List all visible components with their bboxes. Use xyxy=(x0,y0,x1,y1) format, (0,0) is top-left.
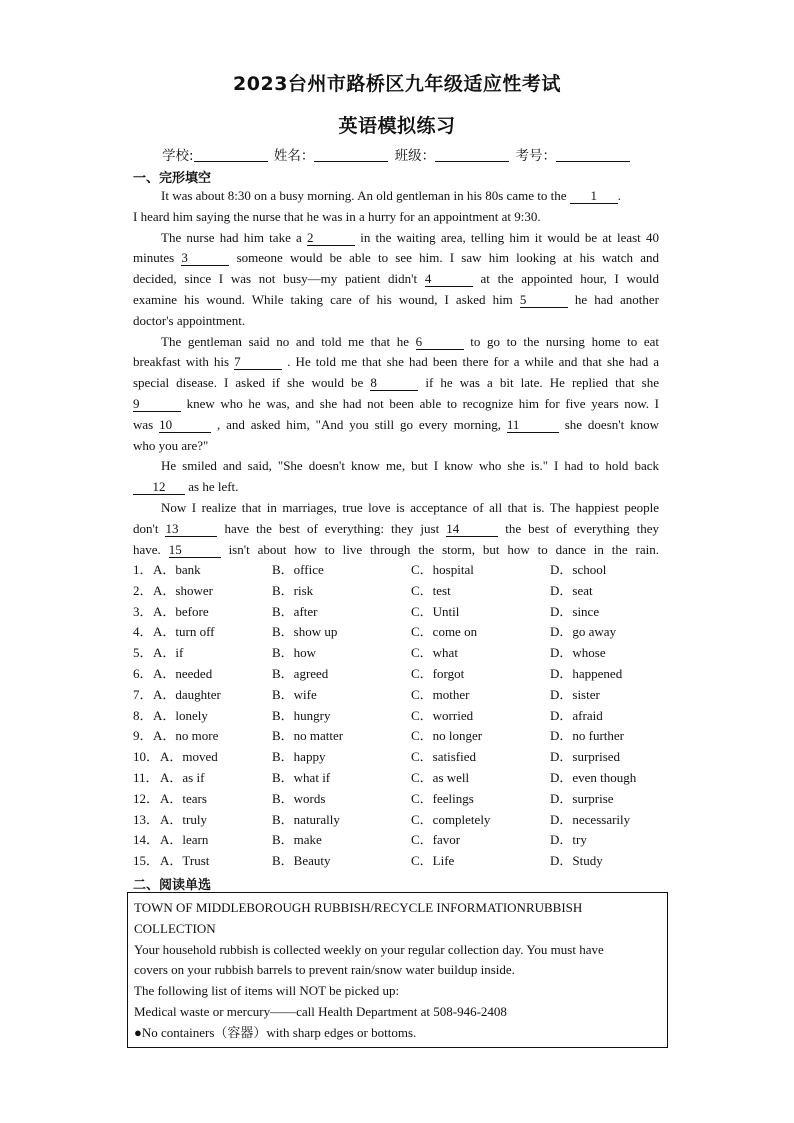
question-11-options xyxy=(133,768,673,789)
passage-text: who you are?" xyxy=(133,437,209,453)
option-c[interactable]: C．test xyxy=(411,582,451,598)
option-a[interactable]: A．turn off xyxy=(153,624,215,640)
option-d[interactable]: D．sister xyxy=(550,686,600,702)
question-5-options xyxy=(133,643,673,664)
passage-text: she doesn't know xyxy=(558,416,659,432)
number-blank[interactable] xyxy=(556,149,630,162)
option-a[interactable]: A．truly xyxy=(160,811,207,827)
question-12-options xyxy=(133,789,673,810)
question-number: 4． xyxy=(133,624,153,640)
passage-line xyxy=(133,394,659,415)
rubbish-notice-box xyxy=(127,892,668,1048)
cloze-blank-5[interactable]: 5 xyxy=(520,293,568,308)
passage-text: Now I realize that in marriages, true love is acceptance of all that is. The happiest people xyxy=(161,500,659,515)
passage-text: decided, since I was not busy—my patient didn't xyxy=(133,271,425,287)
option-a[interactable]: A．as if xyxy=(160,770,205,785)
name-blank[interactable] xyxy=(314,149,388,162)
option-c[interactable]: C．as well xyxy=(411,770,470,785)
number-label: 考号： xyxy=(515,148,556,164)
passage-text: was xyxy=(133,416,160,432)
option-b[interactable]: B．hungry xyxy=(272,707,331,723)
notice-line: Your household rubbish is collected weekly on your regular collection day. You must have xyxy=(134,941,604,957)
question-3-options xyxy=(133,602,673,623)
question-2-options xyxy=(133,581,673,602)
notice-line: The following list of items will NOT be picked up: xyxy=(134,983,400,999)
class-label: 班级： xyxy=(394,148,436,164)
notice-line: ●No containers（容器）with sharp edges or bottoms. xyxy=(134,1024,417,1040)
cloze-blank-11[interactable]: 11 xyxy=(507,418,559,433)
option-c[interactable]: C．mother xyxy=(411,686,470,702)
option-b[interactable]: B．how xyxy=(272,645,317,661)
option-b[interactable]: B．what if xyxy=(272,770,331,785)
passage-text: isn't about how to live through the storm, but how to dance in the rain. xyxy=(220,541,660,557)
option-b[interactable]: B．show up xyxy=(272,624,338,640)
section1-heading: 一、完形填空 xyxy=(133,171,212,186)
option-a[interactable]: A．no more xyxy=(153,728,219,744)
cloze-blank-1[interactable]: 1 xyxy=(570,189,618,204)
passage-line xyxy=(133,269,659,290)
option-b[interactable]: B．happy xyxy=(272,749,326,765)
option-a[interactable]: A．needed xyxy=(153,666,213,681)
question-8-options xyxy=(133,706,673,727)
question-number: 1． xyxy=(133,562,153,577)
question-number: 14． xyxy=(133,832,160,848)
exam-subtitle: 英语模拟练习 xyxy=(338,115,456,137)
passage-line xyxy=(133,311,659,332)
cloze-blank-2[interactable]: 2 xyxy=(307,231,355,246)
passage-line xyxy=(133,477,659,498)
passage-line xyxy=(133,332,659,353)
option-a[interactable]: A．learn xyxy=(160,832,209,848)
option-d[interactable]: D．since xyxy=(550,603,600,619)
option-a[interactable]: A．shower xyxy=(153,582,213,598)
passage-line xyxy=(133,456,659,477)
option-b[interactable]: B．risk xyxy=(272,582,314,598)
passage-line xyxy=(133,436,659,457)
cloze-blank-15[interactable]: 15 xyxy=(169,543,221,558)
option-c[interactable]: C．satisfied xyxy=(411,749,476,765)
option-b[interactable]: B．after xyxy=(272,603,318,619)
option-c[interactable]: C．feelings xyxy=(411,790,474,806)
passage-text: It was about 8:30 on a busy morning. An old gentleman in his 80s came to the xyxy=(161,188,570,203)
option-d[interactable]: D．no further xyxy=(550,728,625,744)
cloze-blank-3[interactable]: 3 xyxy=(181,251,229,266)
passage-line xyxy=(133,290,659,311)
option-c[interactable]: C．Until xyxy=(411,603,460,619)
question-14-options xyxy=(133,830,673,851)
option-c[interactable]: C．what xyxy=(411,645,458,661)
school-blank[interactable] xyxy=(194,149,268,162)
school-label: 学校: xyxy=(162,148,194,164)
passage-line xyxy=(133,519,659,540)
option-a[interactable]: A．moved xyxy=(160,749,218,765)
passage-text: as he left. xyxy=(185,479,239,495)
passage-text: minutes xyxy=(133,250,182,266)
passage-line xyxy=(133,415,659,436)
question-number: 8． xyxy=(133,707,153,723)
option-d[interactable]: D．try xyxy=(550,832,587,848)
passage-line xyxy=(133,498,659,519)
passage-line xyxy=(133,207,659,228)
question-10-options xyxy=(133,747,673,768)
passage-text: in the waiting area, telling him it would be at least 40 xyxy=(355,229,659,245)
passage-text: I heard him saying the nurse that he was in a hurry for an appointment at 9:30. xyxy=(133,208,541,224)
option-a[interactable]: A．Trust xyxy=(160,853,210,869)
option-c[interactable]: C．completely xyxy=(411,811,491,827)
question-number: 6． xyxy=(133,666,153,681)
notice-line: Medical waste or mercury——call Health Department at 508-946-2408 xyxy=(134,1004,507,1019)
option-b[interactable]: B．office xyxy=(272,562,324,577)
question-4-options xyxy=(133,622,673,643)
passage-text: special disease. I asked if she would be xyxy=(133,375,371,391)
passage-line xyxy=(133,228,659,249)
option-c[interactable]: C．Life xyxy=(411,853,455,869)
passage-text: . He told me that she had been there for a while and that she had a xyxy=(282,354,660,370)
option-b[interactable]: B．make xyxy=(272,832,322,848)
option-a[interactable]: A．lonely xyxy=(153,707,208,723)
option-b[interactable]: B．agreed xyxy=(272,666,329,681)
cloze-blank-6[interactable]: 6 xyxy=(416,335,464,350)
option-a[interactable]: A．if xyxy=(153,645,184,661)
question-6-options xyxy=(133,664,673,685)
passage-text: to go to the nursing home to eat xyxy=(463,333,659,349)
option-a[interactable]: A．tears xyxy=(160,790,207,806)
option-d[interactable]: D．school xyxy=(550,562,607,577)
question-number: 11． xyxy=(133,770,159,785)
question-number: 2． xyxy=(133,582,153,598)
option-c[interactable]: C．hospital xyxy=(411,562,474,577)
option-b[interactable]: B．Beauty xyxy=(272,853,331,869)
passage-text: , and asked him, "And you still go every morning, xyxy=(211,416,507,432)
question-13-options xyxy=(133,810,673,831)
cloze-blank-9[interactable]: 9 xyxy=(133,397,181,412)
passage-text: someone would be able to see him. I saw him looking at his watch and xyxy=(229,250,659,266)
question-number: 9． xyxy=(133,728,153,744)
passage-line xyxy=(133,540,659,561)
option-a[interactable]: A．daughter xyxy=(153,686,221,702)
passage-text: knew who he was, and she had not been able to recognize him for five years now. I xyxy=(181,396,659,411)
cloze-blank-13[interactable]: 13 xyxy=(165,522,217,537)
passage-text: have the best of everything: they just xyxy=(217,520,447,536)
question-number: 7． xyxy=(133,686,153,702)
passage-text: the best of everything they xyxy=(498,520,659,536)
option-b[interactable]: B．words xyxy=(272,790,326,806)
question-number: 13． xyxy=(133,811,160,827)
cloze-blank-7[interactable]: 7 xyxy=(234,355,282,370)
option-c[interactable]: C．no longer xyxy=(411,728,483,744)
option-d[interactable]: D．surprised xyxy=(550,749,621,765)
option-a[interactable]: A．bank xyxy=(153,562,201,577)
passage-text: at the appointed hour, I would xyxy=(472,271,659,287)
cloze-blank-14[interactable]: 14 xyxy=(446,522,498,537)
question-9-options xyxy=(133,726,673,747)
passage-line xyxy=(133,352,659,373)
cloze-blank-4[interactable]: 4 xyxy=(425,272,473,287)
question-number: 15． xyxy=(133,853,160,869)
option-b[interactable]: B．no matter xyxy=(272,728,344,744)
passage-text: doctor's appointment. xyxy=(133,312,246,328)
option-b[interactable]: B．wife xyxy=(272,686,317,702)
passage-text: if he was a bit late. He replied that she xyxy=(418,375,659,391)
question-number: 12． xyxy=(133,790,160,806)
option-b[interactable]: B．naturally xyxy=(272,811,340,827)
question-number: 3． xyxy=(133,603,153,619)
passage-text: examine his wound. While taking care of his wound, I asked him xyxy=(133,292,520,307)
question-number: 10． xyxy=(133,749,160,765)
option-a[interactable]: A．before xyxy=(153,603,209,619)
notice-line: TOWN OF MIDDLEBOROUGH RUBBISH/RECYCLE INFORMATIONRUBBISH xyxy=(134,900,583,915)
question-7-options xyxy=(133,685,673,706)
notice-line: covers on your rubbish barrels to prevent rain/snow water buildup inside. xyxy=(134,962,515,978)
option-d[interactable]: D．go away xyxy=(550,624,617,640)
question-15-options xyxy=(133,851,673,872)
option-d[interactable]: D．afraid xyxy=(550,707,603,723)
option-d[interactable]: D．whose xyxy=(550,645,606,661)
passage-text: . xyxy=(617,188,621,203)
passage-text: The gentleman said no and told me that he xyxy=(161,333,416,349)
option-c[interactable]: C．come on xyxy=(411,624,478,640)
notice-line: COLLECTION xyxy=(134,920,216,936)
passage-line xyxy=(133,373,659,394)
option-c[interactable]: C．worried xyxy=(411,707,474,723)
passage-text: The nurse had him take a xyxy=(161,229,308,245)
option-d[interactable]: D．necessarily xyxy=(550,811,631,827)
passage-text: breakfast with his xyxy=(133,354,235,370)
passage-text: he had another xyxy=(567,292,659,307)
option-d[interactable]: D．happened xyxy=(550,666,623,681)
question-number: 5． xyxy=(133,645,153,661)
section2-heading: 二、阅读单选 xyxy=(133,878,212,893)
passage-text: He smiled and said, "She doesn't know me, but I know who she is." I had to hold back xyxy=(161,458,659,474)
option-c[interactable]: C．favor xyxy=(411,832,461,848)
passage-line xyxy=(133,186,659,207)
name-label: 姓名： xyxy=(273,148,315,164)
option-d[interactable]: D．Study xyxy=(550,853,603,869)
student-info-row xyxy=(162,144,632,164)
option-d[interactable]: D．surprise xyxy=(550,790,614,806)
option-d[interactable]: D．even though xyxy=(550,770,637,785)
cloze-blank-10[interactable]: 10 xyxy=(159,418,211,433)
passage-text: don't xyxy=(133,520,166,536)
option-c[interactable]: C．forgot xyxy=(411,666,465,681)
class-blank[interactable] xyxy=(435,149,509,162)
option-d[interactable]: D．seat xyxy=(550,582,593,598)
passage-text: have. xyxy=(133,541,169,557)
passage-line xyxy=(133,248,659,269)
cloze-blank-12[interactable]: 12 xyxy=(133,480,185,495)
exam-title: 2023台州市路桥区九年级适应性考试 xyxy=(233,73,561,95)
question-1-options xyxy=(133,560,673,581)
cloze-blank-8[interactable]: 8 xyxy=(370,376,418,391)
